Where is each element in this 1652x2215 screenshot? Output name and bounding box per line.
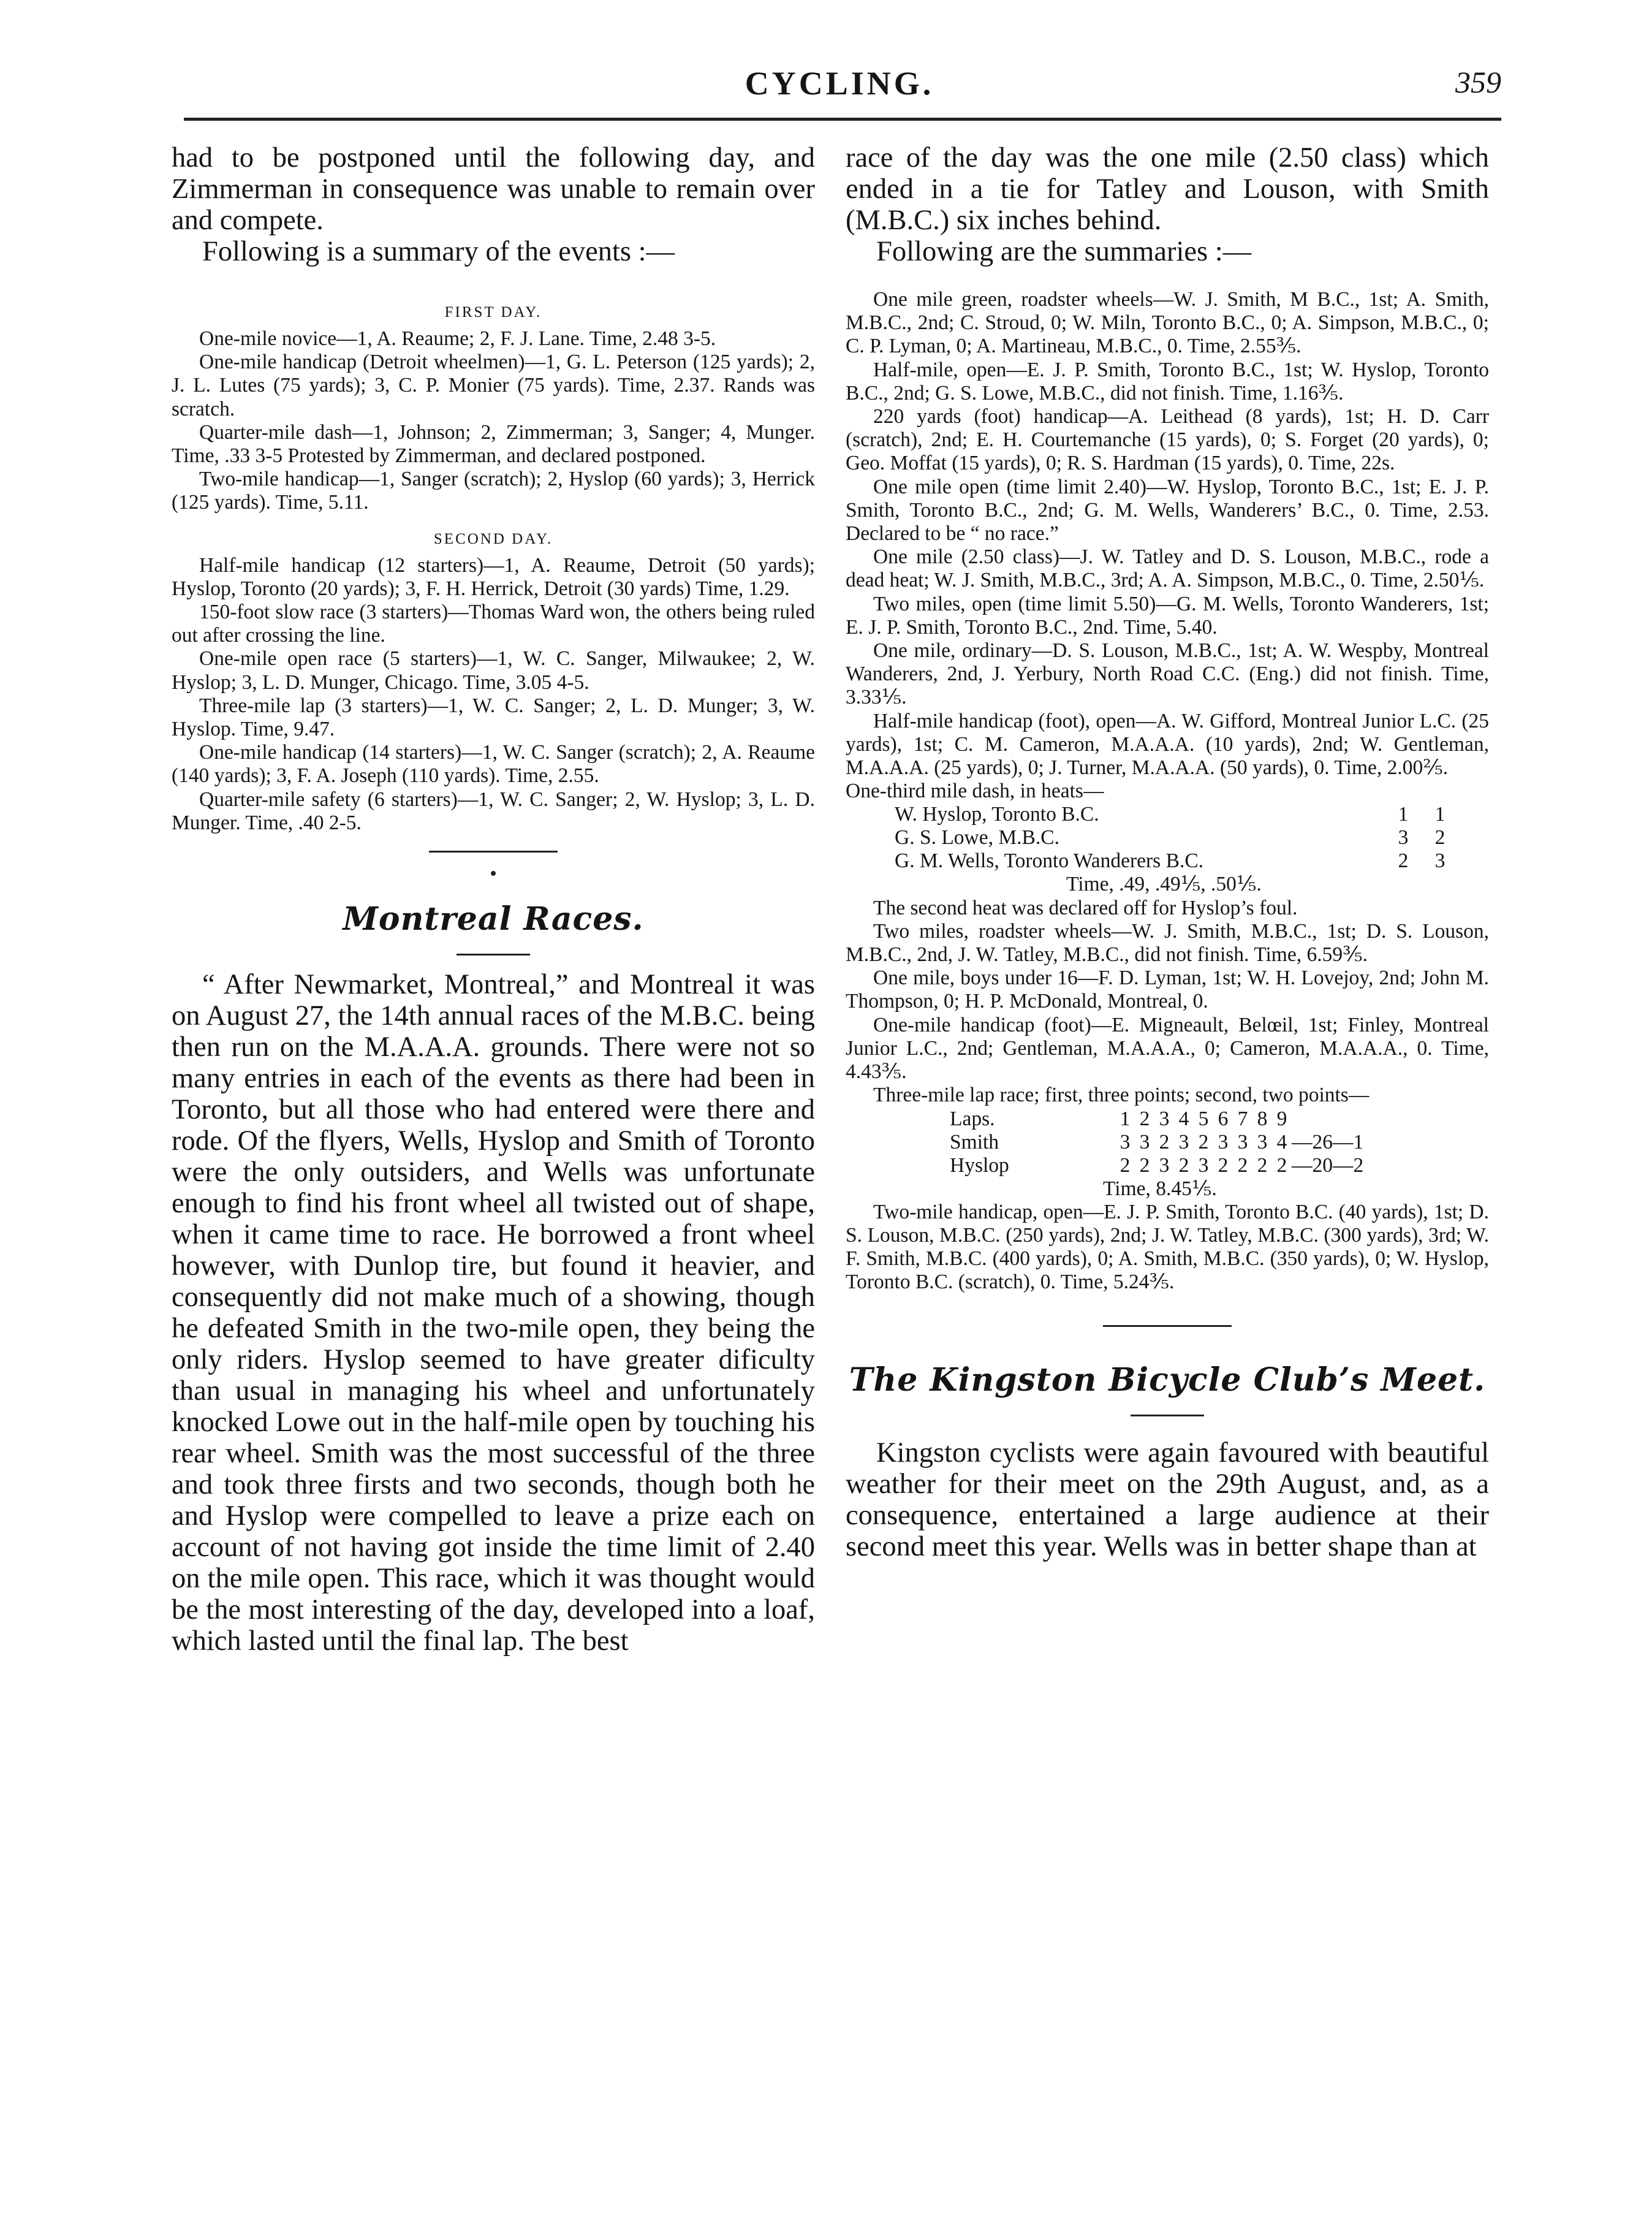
lap-score: 2 xyxy=(1139,1153,1150,1177)
second-day-heading: SECOND DAY. xyxy=(433,530,553,547)
heat-place: 3 xyxy=(1434,849,1446,873)
lap-score: 3 xyxy=(1198,1153,1209,1177)
lap-number: 5 xyxy=(1198,1107,1209,1130)
right-summary-lead: Following are the summaries :— xyxy=(876,236,1252,267)
lap-score: 2 xyxy=(1218,1153,1229,1177)
event-entry: Half-mile handicap (12 starters)—1, A. Reaume, Detroit (50 yards); Hyslop, Toronto (20 yards); 3, F. H. Herrick, Detroit (30 yards) Time, 1.29. xyxy=(172,553,815,600)
lap-number: 9 xyxy=(1276,1107,1287,1130)
running-title: CYCLING. xyxy=(745,65,934,102)
lap-number: 7 xyxy=(1237,1107,1248,1130)
event-entry: One-mile handicap (14 starters)—1, W. C. Sanger (scratch); 2, A. Reaume (140 yards); 3, F. A. Joseph (110 yards). Time, 2.55. xyxy=(172,741,815,788)
header-rule xyxy=(184,118,1501,121)
lap-score: 2 xyxy=(1159,1130,1170,1153)
right-intro-paragraph: race of the day was the one mile (2.50 class) which ended in a tie for Tatley and Louson, with Smith (M.B.C.) six inches behind. xyxy=(846,142,1489,236)
heat-rider: G. M. Wells, Toronto Wanderers B.C. xyxy=(895,849,1204,873)
lap-rider: Hyslop xyxy=(950,1153,1009,1177)
first-day-heading: FIRST DAY. xyxy=(444,304,542,321)
summary-entry: Half-mile handicap (foot), open—A. W. Gifford, Montreal Junior L.C. (25 yards), 1st; C. M. Cameron, M.A.A.A. (10 yards), 2nd; W. Gentleman, M.A.A.A. (25 yards), 0; J. Turner, M.A.A.A. (50 yards), 0. Time, 2.00⅖. xyxy=(846,709,1489,780)
lap-rider: Smith xyxy=(950,1130,999,1153)
event-entry: Three-mile lap (3 starters)—1, W. C. Sanger; 2, L. D. Munger; 3, W. Hyslop. Time, 9.47. xyxy=(172,694,815,741)
summary-entry: Half-mile, open—E. J. P. Smith, Toronto B.C., 1st; W. Hyslop, Toronto B.C., 2nd; G. S. Lowe, M.B.C., did not finish. Time, 1.16⅗. xyxy=(846,358,1489,405)
laps-time: Time, 8.45⅕. xyxy=(1103,1177,1217,1200)
laps-header-label: Laps. xyxy=(950,1107,995,1130)
summary-entry: One-mile handicap (foot)—E. Migneault, Belœil, 1st; Finley, Montreal Junior L.C., 2nd; Gentleman, M.A.A.A., 0; Cameron, M.A.A.A., 0. Time, 4.43⅗. xyxy=(846,1013,1489,1084)
left-column xyxy=(172,142,815,1657)
lap-number: 1 xyxy=(1120,1107,1131,1130)
lap-score: 2 xyxy=(1276,1153,1287,1177)
right-column xyxy=(846,142,1489,1562)
summary-entry: Three-mile lap race; first, three points; second, two points— xyxy=(873,1084,1370,1107)
kingston-meet-heading: The Kingston Bicycle Club’s Meet. xyxy=(849,1361,1486,1399)
left-intro-paragraph: had to be postponed until the following day, and Zimmerman in consequence was unable to remain over and compete. xyxy=(172,142,815,236)
page-header xyxy=(178,64,1501,107)
event-entry: Two-mile handicap—1, Sanger (scratch); 2, Hyslop (60 yards); 3, Herrick (125 yards). Time, 5.11. xyxy=(172,468,815,514)
heats-time: Time, .49, .49⅕, .50⅕. xyxy=(1066,873,1262,896)
heats-heading: One-third mile dash, in heats— xyxy=(846,780,1104,803)
montreal-races-body: “ After Newmarket, Montreal,” and Montreal it was on August 27, the 14th annual races of the M.B.C. being then run on the M.A.A.A. grounds. There were not so many entries in each of the events as there had been in Toronto, but all those who had entered were there and rode. Of the flyers, Wells, Hyslop and Smith of Toronto were the only outsiders, and Wells was unfortunate enough to find his front wheel all twisted out of shape, when it came time to race. He borrowed a front wheel however, with Dunlop tire, but found it heavier, and consequently did not make much of a showing, though he defeated Smith in the two-mile open, they being the only riders. Hyslop seemed to have greater dificulty than usual in managing his wheel and unfortunately knocked Lowe out in the half-mile open by touching his rear wheel. Smith was the most successful of the three and took three firsts and two seconds, though both he and Hyslop were compelled to leave a prize each on account of not having got inside the time limit of 2.40 on the mile open. This race, which it was thought would be the most interesting of the day, developed into a loaf, which lasted until the final lap. The best xyxy=(172,969,815,1657)
lap-score: 2 xyxy=(1257,1153,1268,1177)
summary-entry: Two-mile handicap, open—E. J. P. Smith, Toronto B.C. (40 yards), 1st; D. S. Louson, M.B.C. (250 yards), 2nd; J. W. Tatley, M.B.C. (300 yards), 3rd; W. F. Smith, M.B.C. (400 yards), 0; A. Smith, M.B.C. (350 yards), 0; W. Hyslop, Toronto B.C. (scratch), 0. Time, 5.24⅗. xyxy=(846,1200,1489,1294)
lap-score: 3 xyxy=(1218,1130,1229,1153)
lap-score: 4 xyxy=(1276,1130,1287,1153)
lap-score: 3 xyxy=(1139,1130,1150,1153)
page-number: 359 xyxy=(1455,65,1501,99)
event-entry: Quarter-mile safety (6 starters)—1, W. C. Sanger; 2, W. Hyslop; 3, L. D. Munger. Time, .40 2-5. xyxy=(172,788,815,834)
event-entry: One-mile handicap (Detroit wheelmen)—1, G. L. Peterson (125 yards); 2, J. L. Lutes (75 yards); 3, C. P. Monier (75 yards). Time, 2.37. Rands was scratch. xyxy=(172,351,815,420)
lap-total: —26—1 xyxy=(1292,1130,1364,1153)
table-row xyxy=(950,1131,1363,1154)
heat-place: 2 xyxy=(1398,849,1409,873)
summary-entry: Two miles, open (time limit 5.50)—G. M. Wells, Toronto Wanderers, 1st; E. J. P. Smith, Toronto B.C., 2nd. Time, 5.40. xyxy=(846,592,1489,639)
lap-number: 6 xyxy=(1218,1107,1229,1130)
event-entry: One-mile open race (5 starters)—1, W. C. Sanger, Milwaukee; 2, W. Hyslop; 3, L. D. Munger, Chicago. Time, 3.05 4-5. xyxy=(172,647,815,694)
heading-rule xyxy=(457,954,530,956)
lap-score: 3 xyxy=(1120,1130,1131,1153)
lap-number: 3 xyxy=(1159,1107,1170,1130)
section-divider xyxy=(429,851,558,853)
summary-entry: Two miles, roadster wheels—W. J. Smith, M.B.C., 1st; D. S. Louson, M.B.C., 2nd, J. W. Tatley, M.B.C., did not finish. Time, 6.59⅗. xyxy=(846,919,1489,967)
lap-score: 2 xyxy=(1237,1153,1248,1177)
montreal-races-heading: Montreal Races. xyxy=(343,900,644,938)
left-summary-lead: Following is a summary of the events :— xyxy=(202,236,675,267)
summary-entry: One mile, ordinary—D. S. Louson, M.B.C., 1st; A. W. Wespby, Montreal Wanderers, 2nd, J. Yerbury, North Road C.C. (Eng.) did not finish. Time, 3.33⅕. xyxy=(846,639,1489,709)
heat-place: 2 xyxy=(1434,826,1446,849)
table-row xyxy=(895,849,1458,873)
summary-entry: One mile open (time limit 2.40)—W. Hyslop, Toronto B.C., 1st; E. J. P. Smith, Toronto B.C., 2nd; G. M. Wells, Wanderers’ B.C., 0. Time, 2.53. Declared to be “ no race.” xyxy=(846,475,1489,545)
lap-score: 3 xyxy=(1178,1130,1189,1153)
laps-table xyxy=(950,1108,1363,1177)
summary-entry: The second heat was declared off for Hyslop’s foul. xyxy=(873,896,1298,919)
lap-score: 2 xyxy=(1120,1153,1131,1177)
event-entry: Quarter-mile dash—1, Johnson; 2, Zimmerman; 3, Sanger; 4, Munger. Time, .33 3-5 Protested by Zimmerman, and declared postponed. xyxy=(172,420,815,468)
heading-rule xyxy=(1131,1415,1204,1416)
event-entry: 150-foot slow race (3 starters)—Thomas Ward won, the others being ruled out after crossing the line. xyxy=(172,601,815,647)
summary-entry: One mile, boys under 16—F. D. Lyman, 1st; W. H. Lovejoy, 2nd; John M. Thompson, 0; H. P. McDonald, Montreal, 0. xyxy=(846,967,1489,1013)
lap-number: 8 xyxy=(1257,1107,1268,1130)
lap-score: 2 xyxy=(1198,1130,1209,1153)
heat-place: 1 xyxy=(1434,803,1446,826)
section-divider xyxy=(1103,1325,1232,1327)
heats-table xyxy=(895,803,1458,873)
divider-dot xyxy=(491,871,496,876)
kingston-meet-body: Kingston cyclists were again favoured with beautiful weather for their meet on the 29th August, and, as a consequence, entertained a large audience at their second meet this year. Wells was in better shape than at xyxy=(846,1437,1489,1562)
table-row xyxy=(895,826,1458,849)
lap-score: 2 xyxy=(1178,1153,1189,1177)
heat-rider: G. S. Lowe, M.B.C. xyxy=(895,826,1059,849)
event-entry: One-mile novice—1, A. Reaume; 2, F. J. Lane. Time, 2.48 3-5. xyxy=(199,327,716,350)
heat-rider: W. Hyslop, Toronto B.C. xyxy=(895,803,1099,826)
lap-score: 3 xyxy=(1257,1130,1268,1153)
summary-entry: One mile (2.50 class)—J. W. Tatley and D. S. Louson, M.B.C., rode a dead heat; W. J. Smith, M.B.C., 3rd; A. A. Simpson, M.B.C., 0. Time, 2.50⅕. xyxy=(846,545,1489,592)
heat-place: 3 xyxy=(1398,826,1409,849)
table-row xyxy=(895,803,1458,826)
lap-total: —20—2 xyxy=(1292,1153,1364,1177)
summary-entry: One mile green, roadster wheels—W. J. Smith, M B.C., 1st; A. Smith, M.B.C., 2nd; C. Stroud, 0; W. Miln, Toronto B.C., 0; A. Simpson, M.B.C., 0; C. P. Lyman, 0; A. Martineau, M.B.C., 0. Time, 2.55⅗. xyxy=(846,288,1489,358)
lap-score: 3 xyxy=(1159,1153,1170,1177)
lap-score: 3 xyxy=(1237,1130,1248,1153)
lap-number: 4 xyxy=(1178,1107,1189,1130)
heat-place: 1 xyxy=(1398,803,1409,826)
summary-entry: 220 yards (foot) handicap—A. Leithead (8 yards), 1st; H. D. Carr (scratch), 2nd; E. H. Courtemanche (15 yards), 0; S. Forget (20 yards), 0; Geo. Moffat (15 yards), 0; R. S. Hardman (15 yards), 0. Time, 22s. xyxy=(846,405,1489,475)
table-row xyxy=(950,1154,1363,1177)
table-row xyxy=(950,1108,1363,1131)
lap-number: 2 xyxy=(1139,1107,1150,1130)
